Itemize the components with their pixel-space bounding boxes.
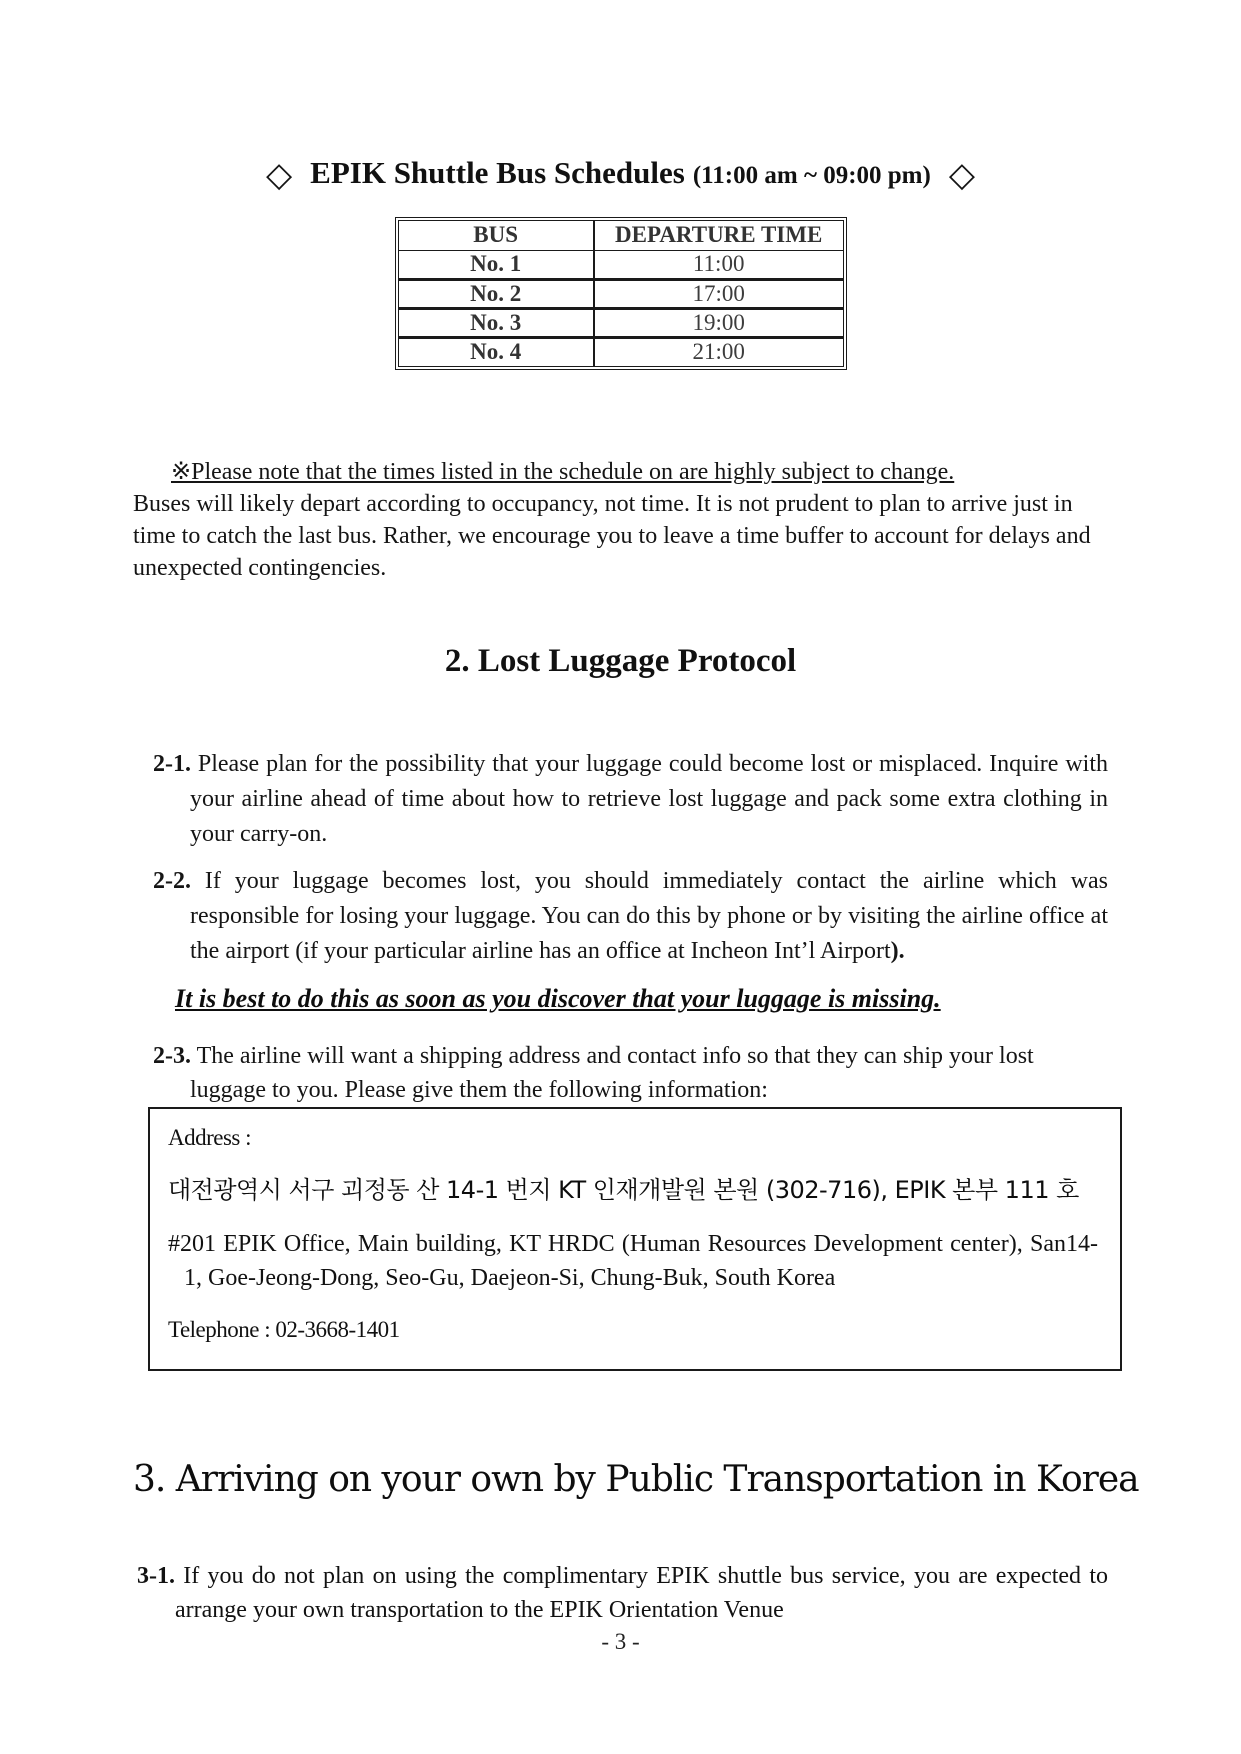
item-2-1-text: Please plan for the possibility that your luggage could become lost or misplaced. Inquire with your airline ahead of time about how to retrieve lost luggage and pack some extra clothing in your carry-on.: [190, 751, 1108, 847]
diamond-right-icon: ◇: [948, 155, 975, 195]
address-box: [148, 1107, 1122, 1371]
schedule-note-body: Buses will likely depart according to occupancy, not time. It is not prudent to plan to arrive just in time to catch the last bus. Rather, we encourage you to leave a time buffer to account for delays and unexpected contingencies.: [133, 491, 1091, 581]
urgent-note: It is best to do this as soon as you discover that your luggage is missing.: [175, 984, 941, 1013]
departure-time: 11:00: [594, 250, 843, 279]
item-3-1-number: 3-1.: [137, 1563, 175, 1589]
departure-time: 21:00: [692, 339, 745, 365]
column-header-bus: BUS: [399, 221, 594, 250]
item-2-3-number: 2-3.: [153, 1043, 191, 1069]
item-2-3-text: The airline will want a shipping address and contact info so that they can ship your lost luggage to you. Please give them the following information:: [190, 1043, 1034, 1103]
shuttle-title-hours: (11:00 am ~ 09:00 pm): [692, 162, 931, 189]
korean-address: 대전광역시 서구 괴정동 산 14-1 번지 KT 인재개발원 본원 (302-716), EPIK 본부 111 호: [168, 1176, 1079, 1204]
item-3-1-text: If you do not plan on using the complimentary EPIK shuttle bus service, you are expected to arrange your own transportation to the EPIK Orientation Venue: [175, 1563, 1108, 1623]
diamond-left-icon: ◇: [266, 155, 293, 195]
table-header-row: [399, 221, 843, 250]
bus-number: No. 1: [399, 250, 594, 279]
english-address: #201 EPIK Office, Main building, KT HRDC (Human Resources Development center), San14-1, Goe-Jeong-Dong, Seo-Gu, Daejeon-Si, Chung-Buk, South Korea: [168, 1231, 1098, 1291]
bus-number: No. 2: [399, 279, 594, 308]
table-row: [399, 250, 843, 279]
page-number: - 3 -: [601, 1629, 640, 1654]
item-2-2-number: 2-2.: [153, 868, 191, 894]
schedule-note: [133, 456, 1108, 584]
table-row: [399, 308, 843, 337]
address-label: Address :: [168, 1125, 252, 1150]
table-row: [399, 337, 843, 366]
item-2-2-bold-suffix: ).: [890, 938, 905, 964]
table-row: [399, 279, 843, 308]
public-transport-heading: 3. Arriving on your own by Public Transportation in Korea: [133, 1459, 1139, 1500]
item-2-2: [153, 864, 1108, 969]
bus-number: No. 3: [399, 308, 594, 337]
departure-time: 17:00: [594, 279, 843, 308]
shuttle-title: [133, 155, 1108, 195]
departure-time: 19:00: [594, 308, 843, 337]
item-3-1: [137, 1559, 1108, 1627]
bus-number: No. 4: [399, 337, 594, 366]
column-header-departure: DEPARTURE TIME: [594, 221, 843, 250]
lost-luggage-heading: 2. Lost Luggage Protocol: [444, 643, 797, 679]
item-2-3: [153, 1039, 1108, 1107]
item-2-2-text: If your luggage becomes lost, you should immediately contact the airline which was responsible for losing your luggage. You can do this by phone or by visiting the airline office at the airport (if your particular airline has an office at Incheon Int’l Airport: [190, 868, 1108, 964]
item-2-1-number: 2-1.: [153, 751, 191, 777]
bus-schedule-table: [395, 217, 847, 370]
telephone: Telephone : 02-3668-1401: [168, 1317, 400, 1342]
schedule-note-underlined: ※Please note that the times listed in the schedule on are highly subject to change.: [171, 459, 955, 485]
item-2-1: [153, 747, 1108, 852]
shuttle-title-text: EPIK Shuttle Bus Schedules: [310, 155, 685, 190]
